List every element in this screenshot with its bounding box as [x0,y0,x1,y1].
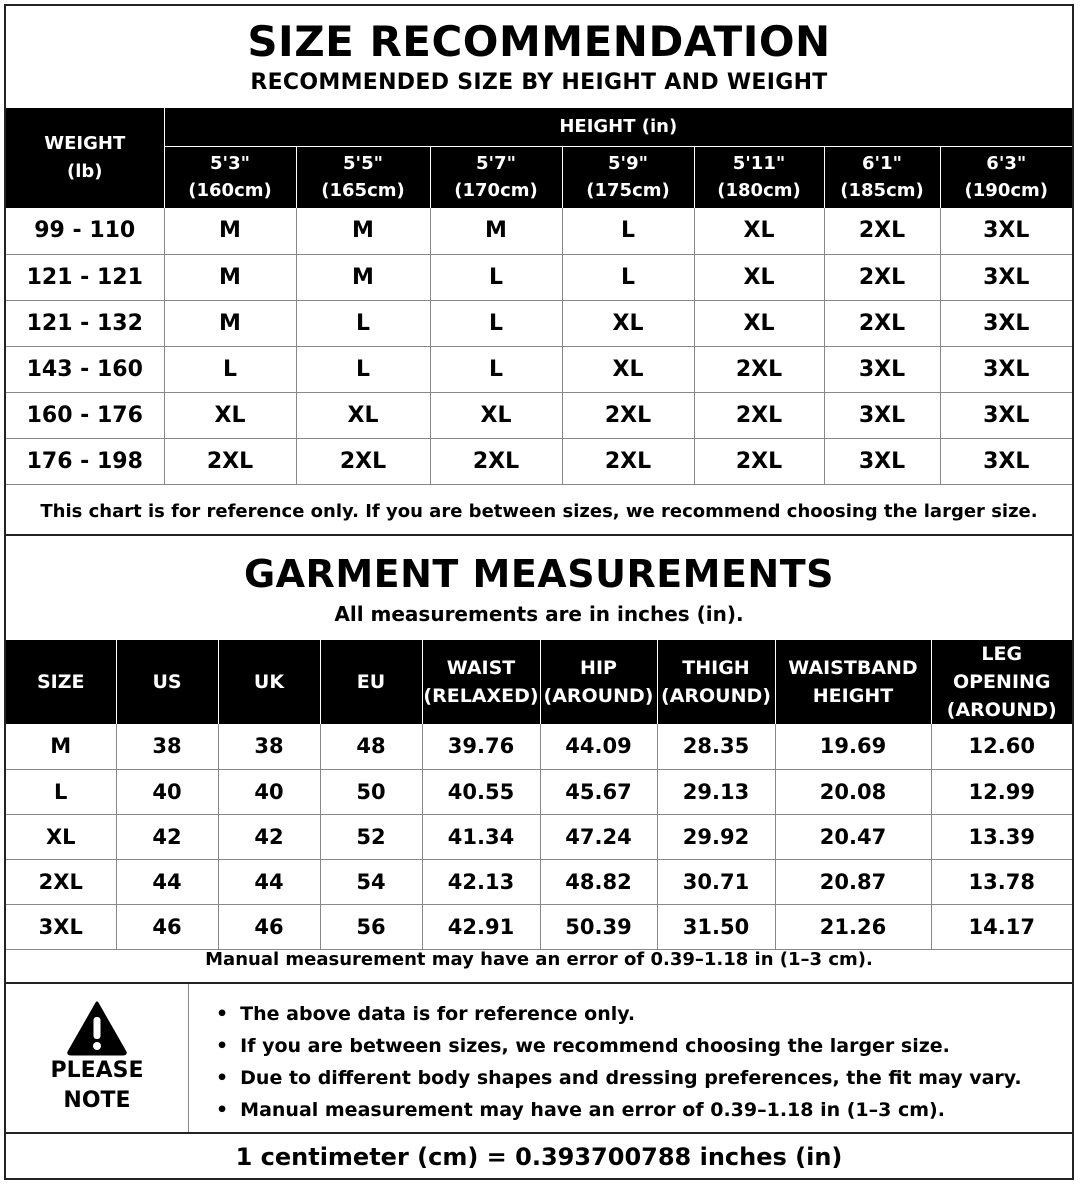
size-cell: XL [694,300,824,346]
weight-range: 121 - 132 [6,300,164,346]
measurement-header-row [6,640,1072,724]
size-cell: 2XL [824,208,940,254]
height-cm: (165cm) [321,180,405,202]
column-label: HIP [580,657,617,679]
table-row [6,254,1072,300]
measurement-cell: 44 [218,859,320,904]
size-chart-frame [4,4,1074,1180]
garment-measurements-table [6,640,1072,950]
size-label: L [6,769,116,814]
size-cell: M [164,254,296,300]
height-cm: (175cm) [586,180,670,202]
height-cm: (190cm) [964,180,1048,202]
size-cell: 3XL [940,392,1072,438]
measurement-cell: 19.69 [775,724,931,769]
size-cell: XL [562,346,694,392]
height-column-header [562,146,694,208]
size-cell: 3XL [940,254,1072,300]
measurement-cell: 38 [116,724,218,769]
measurement-cell: 12.99 [931,769,1072,814]
size-cell: M [164,208,296,254]
height-columns-row [6,146,1072,208]
column-sublabel: (RELAXED) [423,685,539,707]
height-column-header [430,146,562,208]
measurement-column-header [657,640,775,724]
measurement-column-header [6,640,116,724]
please-note-block [6,984,1072,1134]
weight-header-unit: (lb) [66,161,103,182]
size-cell: XL [164,392,296,438]
column-sublabel: HEIGHT [812,685,894,707]
warning-icon [66,1000,128,1056]
measurement-cell: 46 [218,904,320,949]
height-cm: (180cm) [717,180,801,202]
size-cell: L [296,346,430,392]
size-cell: L [430,300,562,346]
measurement-cell: 20.87 [775,859,931,904]
measurement-cell: 28.35 [657,724,775,769]
measurement-cell: 29.13 [657,769,775,814]
measurement-cell: 48 [320,724,422,769]
measurement-cell: 42 [116,814,218,859]
weight-header-label: WEIGHT [44,133,126,154]
measurement-cell: 50.39 [540,904,657,949]
measurement-cell: 20.47 [775,814,931,859]
list-item: • The above data is for reference only. [216,998,1022,1030]
list-item: • Manual measurement may have an error of 0.39–1.18 in (1–3 cm). [216,1094,1022,1126]
size-cell: 2XL [694,346,824,392]
height-column-header [824,146,940,208]
measurement-cell: 14.17 [931,904,1072,949]
size-cell: M [296,208,430,254]
size-label: M [6,724,116,769]
height-header: HEIGHT (in) [164,108,1072,146]
measurement-column-header [116,640,218,724]
table-row [6,724,1072,769]
table-row [6,346,1072,392]
measurement-cell: 44.09 [540,724,657,769]
column-label: EU [356,671,386,693]
recommendation-body [6,208,1072,484]
height-feet: 5'7" [476,153,516,175]
measurement-cell: 40 [116,769,218,814]
reference-note: This chart is for reference only. If you are between sizes, we recommend choosing the larger size. [6,488,1072,536]
size-label: 3XL [6,904,116,949]
size-cell: 3XL [940,208,1072,254]
measurement-cell: 31.50 [657,904,775,949]
measurement-cell: 47.24 [540,814,657,859]
size-cell: 2XL [694,438,824,484]
measurement-column-header [422,640,540,724]
measurement-cell: 20.08 [775,769,931,814]
measurement-cell: 50 [320,769,422,814]
size-cell: L [430,346,562,392]
measurement-cell: 46 [116,904,218,949]
size-cell: XL [430,392,562,438]
size-cell: 3XL [940,346,1072,392]
size-cell: 2XL [562,392,694,438]
title-block [6,6,1072,108]
table-row [6,392,1072,438]
size-cell: L [430,254,562,300]
height-cm: (170cm) [454,180,538,202]
list-item: • Due to different body shapes and dressing preferences, the fit may vary. [216,1062,1022,1094]
height-column-header [164,146,296,208]
size-cell: M [296,254,430,300]
height-feet: 6'1" [862,153,902,175]
height-feet: 5'9" [608,153,648,175]
weight-range: 121 - 121 [6,254,164,300]
column-label: UK [253,671,285,693]
measurement-cell: 38 [218,724,320,769]
column-sublabel: (AROUND) [543,685,654,707]
height-column-header [694,146,824,208]
table-row [6,769,1072,814]
please-text: PLEASE [50,1058,144,1083]
weight-header [6,108,164,208]
measurement-cell: 21.26 [775,904,931,949]
height-feet: 5'3" [210,153,250,175]
size-cell: 2XL [296,438,430,484]
measurement-cell: 29.92 [657,814,775,859]
size-cell: M [164,300,296,346]
column-label: WAIST [446,657,516,679]
size-cell: L [562,254,694,300]
size-cell: XL [296,392,430,438]
measurement-cell: 40.55 [422,769,540,814]
measurement-cell: 39.76 [422,724,540,769]
size-label: 2XL [6,859,116,904]
page-subtitle: RECOMMENDED SIZE BY HEIGHT AND WEIGHT [250,70,828,95]
height-cm: (160cm) [188,180,272,202]
column-label: WAISTBAND [788,657,918,679]
please-note-label [6,984,189,1132]
size-cell: XL [694,208,824,254]
measurement-body [6,724,1072,949]
column-label: LEG OPENING [952,643,1051,693]
size-cell: M [430,208,562,254]
measurement-cell: 48.82 [540,859,657,904]
size-cell: XL [562,300,694,346]
height-feet: 6'3" [986,153,1027,175]
size-cell: 3XL [824,438,940,484]
height-feet: 5'5" [343,153,383,175]
size-cell: 2XL [430,438,562,484]
measurement-cell: 41.34 [422,814,540,859]
size-cell: 3XL [940,300,1072,346]
measurement-cell: 52 [320,814,422,859]
column-sublabel: (AROUND) [946,699,1057,721]
measurement-cell: 40 [218,769,320,814]
measurement-cell: 45.67 [540,769,657,814]
measurement-cell: 42 [218,814,320,859]
garment-title: GARMENT MEASUREMENTS [243,552,835,596]
height-cm: (185cm) [840,180,924,202]
size-cell: XL [694,254,824,300]
table-row [6,438,1072,484]
size-cell: L [296,300,430,346]
size-cell: 2XL [164,438,296,484]
column-label: US [152,671,182,693]
size-cell: 3XL [824,346,940,392]
table-row [6,208,1072,254]
measurement-cell: 13.39 [931,814,1072,859]
size-recommendation-table [6,108,1072,485]
weight-range: 176 - 198 [6,438,164,484]
garment-subtitle: All measurements are in inches (in). [334,602,744,626]
size-label: XL [6,814,116,859]
measurement-cell: 13.78 [931,859,1072,904]
size-cell: 3XL [824,392,940,438]
weight-range: 160 - 176 [6,392,164,438]
measurement-column-header [540,640,657,724]
weight-range: 143 - 160 [6,346,164,392]
note-text: NOTE [63,1088,131,1113]
weight-range: 99 - 110 [6,208,164,254]
measurement-column-header [775,640,931,724]
measurement-cell: 42.91 [422,904,540,949]
table-row [6,300,1072,346]
page-title: SIZE RECOMMENDATION [247,17,831,66]
height-column-header [940,146,1072,208]
column-sublabel: (AROUND) [661,685,771,707]
size-cell: 2XL [562,438,694,484]
garment-title-block [6,538,1072,640]
unit-conversion: 1 centimeter (cm) = 0.393700788 inches (in) [235,1143,843,1171]
column-label: SIZE [36,671,85,693]
size-cell: L [562,208,694,254]
measurement-cell: 54 [320,859,422,904]
list-item: • If you are between sizes, we recommend choosing the larger size. [216,1030,1022,1062]
table-row [6,814,1072,859]
please-note-list [216,998,1022,1126]
measurement-column-header [320,640,422,724]
size-cell: 2XL [694,392,824,438]
table-row [6,859,1072,904]
measurement-cell: 44 [116,859,218,904]
measurement-column-header [218,640,320,724]
size-cell: 2XL [824,254,940,300]
measurement-cell: 12.60 [931,724,1072,769]
height-feet: 5'11" [732,153,786,175]
measurement-cell: 56 [320,904,422,949]
size-cell: 3XL [940,438,1072,484]
measurement-cell: 30.71 [657,859,775,904]
measurement-column-header [931,640,1072,724]
column-label: THIGH [682,657,750,679]
height-column-header [296,146,430,208]
size-cell: 2XL [824,300,940,346]
measurement-error-note: Manual measurement may have an error of 0.39–1.18 in (1–3 cm). [6,936,1072,984]
measurement-cell: 42.13 [422,859,540,904]
size-cell: L [164,346,296,392]
